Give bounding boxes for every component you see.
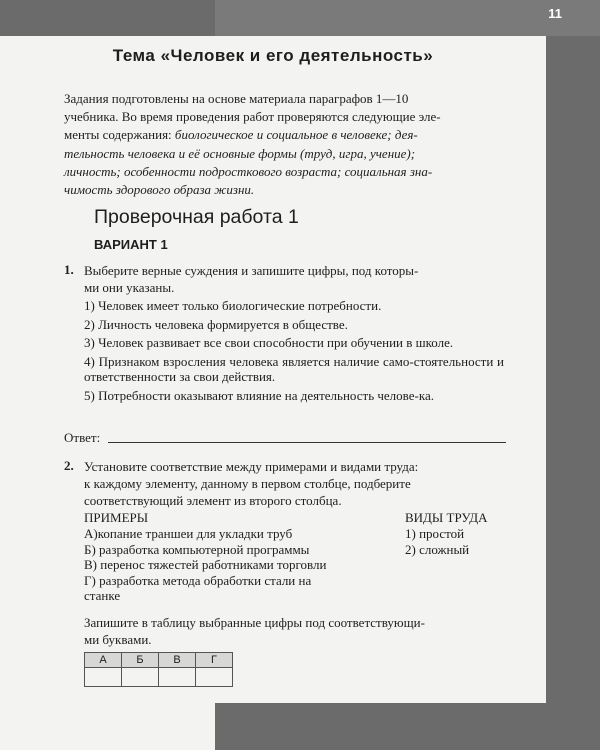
answer-label: Ответ: [64,430,101,445]
intro-line [64,163,510,181]
intro-italic: чимость здорового образа жизни. [64,182,255,198]
variant-label: ВАРИАНТ 1 [94,237,168,252]
example-item: А)копание траншеи для укладки труб [84,526,293,541]
task-1-options [84,298,504,407]
answer-cell[interactable] [196,668,233,687]
labor-types-header: ВИДЫ ТРУДА [405,510,488,525]
example-item: станке [84,588,121,604]
answer-cell[interactable] [85,668,122,687]
task-line: ми они указаны. [84,280,175,295]
task-2-question [84,458,504,509]
task-line: Выберите верные суждения и запишите цифры, под которы- [84,263,419,278]
instruction-line: ми буквами. [84,632,152,647]
section-title: Проверочная работа 1 [94,206,299,228]
task-1-number: 1. [64,262,74,277]
table-instruction [84,614,504,648]
intro-line [64,181,510,199]
examples-header: ПРИМЕРЫ [84,510,149,525]
option-item: 3) Человек развивает все свои способности при обучении в школе. [84,335,454,351]
header-band [215,0,600,36]
page-title: Тема «Человек и его деятельность» [112,46,434,65]
answer-cell[interactable] [122,668,159,687]
labor-type-item: 1) простой [405,526,465,541]
intro-line [64,126,510,144]
intro-text: менты содержания: [64,127,175,143]
page-number: 11 [548,6,562,21]
intro-paragraph [64,90,510,199]
intro-line: Задания подготовлены на основе материала параграфов 1—10 [64,91,409,106]
task-1-question [84,262,504,296]
task-line: соответствующий элемент из второго столбца. [84,493,342,508]
example-item: В) перенос тяжестей работниками торговли [84,557,327,573]
page-bottom-strip [0,703,215,750]
intro-italic: личность; особенности подросткового возраста; социальная зна- [64,163,433,179]
answer-table-input-row [85,668,233,687]
answer-table [84,652,233,687]
answer-row [64,430,506,446]
answer-cell[interactable] [159,668,196,687]
example-item: Г) разработка метода обработки стали на [84,572,312,588]
table-header-cell: В [159,653,196,668]
examples-list [84,526,384,604]
labor-type-item: 2) сложный [405,541,470,557]
task-line: Установите соответствие между примерами и видами труда: [84,459,419,474]
intro-italic: тельность человека и её основные формы (труд, игра, учение); [64,145,416,161]
example-item: Б) разработка компьютерной программы [84,541,310,557]
answer-table-header [85,653,233,668]
intro-line: учебника. Во время проведения работ проверяются следующие эле- [64,109,441,125]
task-2-number: 2. [64,458,74,473]
answer-line[interactable] [108,441,506,443]
table-header-cell: А [85,653,122,668]
option-item: 2) Личность человека формируется в обществе. [84,316,348,332]
option-item: 4) Признаком взросления человека является наличие само-стоятельности и ответственности за свои действия. [84,353,504,385]
labor-types-list [405,526,515,557]
intro-italic: биологическое и социальное в человеке; дея- [174,127,418,143]
option-item: 5) Потребности оказывают влияние на деятельность челове-ка. [84,387,434,403]
table-header-cell: Б [122,653,159,668]
task-line: к каждому элементу, данному в первом столбце, подберите [84,476,411,491]
instruction-line: Запишите в таблицу выбранные цифры под соответствующи- [84,615,425,630]
table-header-cell: Г [196,653,233,668]
option-item: 1) Человек имеет только биологические потребности. [84,298,382,313]
intro-line [64,145,510,163]
